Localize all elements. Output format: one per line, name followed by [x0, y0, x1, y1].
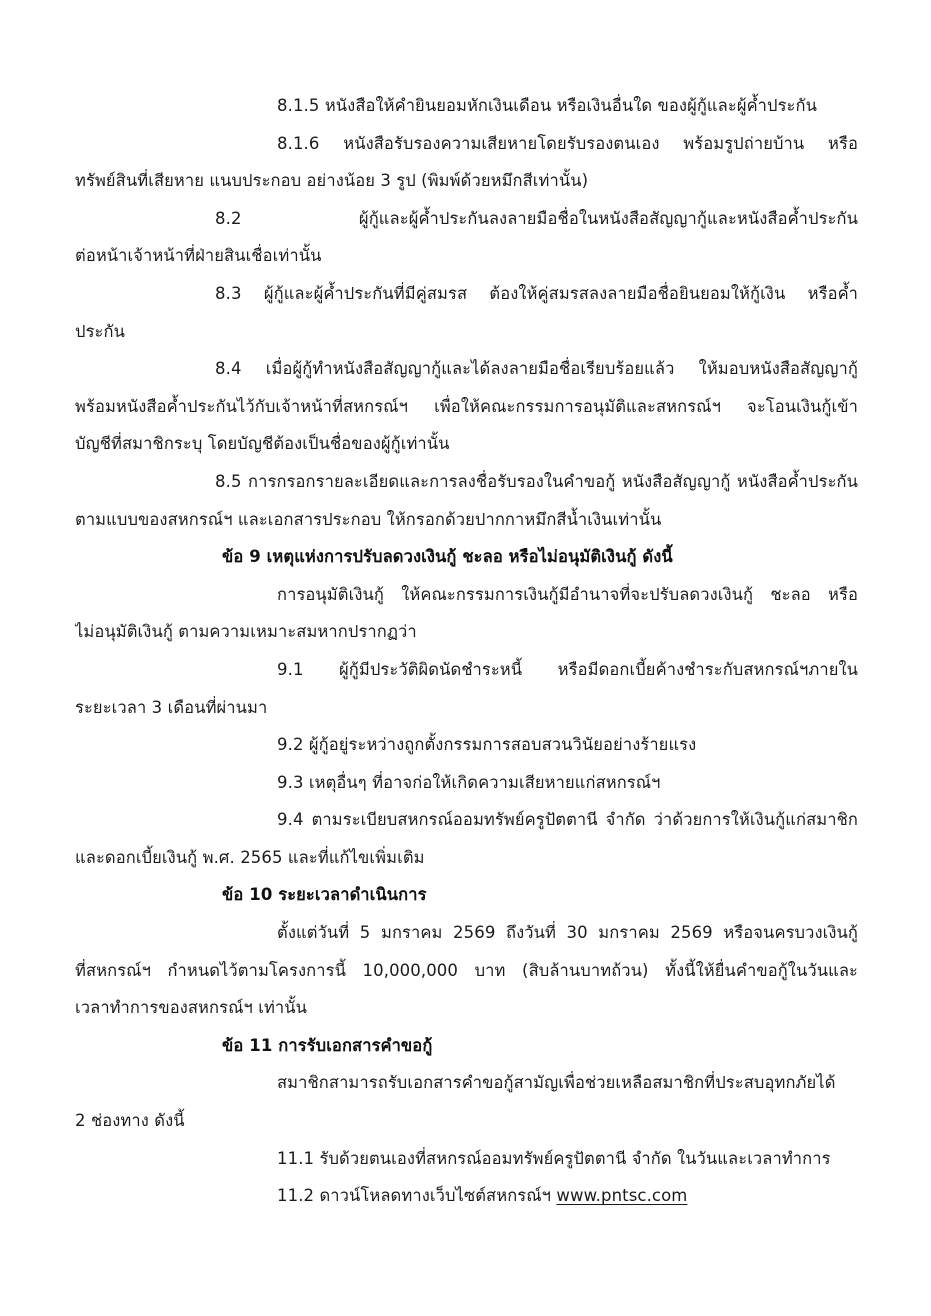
heading-text: ข้อ 10 ระยะเวลาดำเนินการ [222, 885, 427, 905]
line-text: บัญชีที่สมาชิกระบุ โดยบัญชีต้องเป็นชื่อของผู้กู้เท่านั้น [75, 434, 450, 454]
text-line [75, 425, 858, 463]
text-line [75, 1064, 858, 1102]
text-line [75, 87, 858, 125]
website-link[interactable]: www.pntsc.com [556, 1186, 688, 1206]
text-line [75, 1140, 858, 1178]
document-content [75, 87, 858, 1215]
text-line [75, 689, 858, 727]
line-text: 8.3 ผู้กู้และผู้ค้ำประกันที่มีคู่สมรส ต้องให้คู่สมรสลงลายมือชื่อยินยอมให้กู้เงิน หรือค้ำ [215, 283, 858, 303]
line-text: 9.4 ตามระเบียบสหกรณ์ออมทรัพย์ครูปัตตานี จำกัด ว่าด้วยการให้เงินกู้แก่สมาชิก [277, 810, 858, 830]
line-text: 9.3 เหตุอื่นๆ ที่อาจก่อให้เกิดความเสียหายแก่สหกรณ์ฯ [277, 772, 661, 792]
line-text: ตั้งแต่วันที่ 5 มกราคม 2569 ถึงวันที่ 30 มกราคม 2569 หรือจนครบวงเงินกู้ [277, 923, 858, 943]
text-line [75, 576, 858, 614]
text-line [75, 275, 858, 313]
text-line [75, 162, 858, 200]
text-line [75, 200, 858, 238]
line-text: เวลาทำการของสหกรณ์ฯ เท่านั้น [75, 998, 308, 1018]
line-text: ระยะเวลา 3 เดือนที่ผ่านมา [75, 697, 268, 717]
text-line [75, 613, 858, 651]
line-text: 11.1 รับด้วยตนเองที่สหกรณ์ออมทรัพย์ครูปัตตานี จำกัด ในวันและเวลาทำการ [277, 1148, 831, 1168]
line-text: 8.4 เมื่อผู้กู้ทำหนังสือสัญญากู้และได้ลงลายมือชื่อเรียบร้อยแล้ว ให้มอบหนังสือสัญญากู้ [215, 359, 858, 379]
line-text: 11.2 ดาวน์โหลดทางเว็บไซต์สหกรณ์ฯ [277, 1186, 557, 1206]
line-text: ที่สหกรณ์ฯ กำหนดไว้ตามโครงการนี้ 10,000,000 บาท (สิบล้านบาทถ้วน) ทั้งนี้ให้ยื่นคำขอกู้ในวันและ [75, 960, 858, 980]
line-text: 2 ช่องทาง ดังนี้ [75, 1111, 185, 1131]
text-line [75, 1177, 858, 1215]
text-line [75, 651, 858, 689]
line-text: 8.1.6 หนังสือรับรองความเสียหายโดยรับรองตนเอง พร้อมรูปถ่ายบ้าน หรือ [277, 133, 858, 153]
line-text: ตามแบบของสหกรณ์ฯ และเอกสารประกอบ ให้กรอกด้วยปากกาหมึกสีน้ำเงินเท่านั้น [75, 509, 662, 529]
line-text: ต่อหน้าเจ้าหน้าที่ฝ่ายสินเชื่อเท่านั้น [75, 246, 322, 266]
text-line [75, 313, 858, 351]
text-line [75, 989, 858, 1027]
text-line [75, 952, 858, 990]
line-text: และดอกเบี้ยเงินกู้ พ.ศ. 2565 และที่แก้ไขเพิ่มเติม [75, 847, 425, 867]
text-line [75, 914, 858, 952]
line-text: 8.2 ผู้กู้และผู้ค้ำประกันลงลายมือชื่อในหนังสือสัญญากู้และหนังสือค้ำประกัน [215, 208, 858, 228]
line-text: 9.2 ผู้กู้อยู่ระหว่างถูกตั้งกรรมการสอบสวนวินัยอย่างร้ายแรง [277, 735, 697, 755]
text-line [75, 237, 858, 275]
section-heading [75, 876, 858, 914]
section-heading [75, 538, 858, 576]
line-text: 8.1.5 หนังสือให้คำยินยอมหักเงินเดือน หรือเงินอื่นใด ของผู้กู้และผู้ค้ำประกัน [277, 96, 817, 115]
text-line [75, 350, 858, 388]
text-line [75, 125, 858, 163]
heading-text: ข้อ 9 เหตุแห่งการปรับลดวงเงินกู้ ชะลอ หรือไม่อนุมัติเงินกู้ ดังนี้ [222, 547, 673, 567]
text-line [75, 801, 858, 839]
text-line [75, 1102, 858, 1140]
line-text: ประกัน [75, 321, 125, 341]
line-text: 9.1 ผู้กู้มีประวัติผิดนัดชำระหนี้ หรือมีดอกเบี้ยค้างชำระกับสหกรณ์ฯภายใน [277, 659, 858, 679]
text-line [75, 726, 858, 764]
line-text: พร้อมหนังสือค้ำประกันไว้กับเจ้าหน้าที่สหกรณ์ฯ เพื่อให้คณะกรรมการอนุมัติและสหกรณ์ฯ จะโอนเงินกู้เข้า [75, 396, 858, 416]
line-text: การอนุมัติเงินกู้ ให้คณะกรรมการเงินกู้มีอำนาจที่จะปรับลดวงเงินกู้ ชะลอ หรือ [277, 584, 858, 604]
text-line [75, 764, 858, 802]
line-text: ไม่อนุมัติเงินกู้ ตามความเหมาะสมหากปรากฏว่า [75, 622, 417, 642]
heading-text: ข้อ 11 การรับเอกสารคำขอกู้ [222, 1035, 433, 1055]
line-text: สมาชิกสามารถรับเอกสารคำขอกู้สามัญเพื่อช่วยเหลือสมาชิกที่ประสบอุทกภัยได้ [277, 1073, 836, 1093]
text-line [75, 839, 858, 877]
text-line [75, 388, 858, 426]
text-line [75, 501, 858, 539]
text-line [75, 463, 858, 501]
section-heading [75, 1027, 858, 1065]
line-text: 8.5 การกรอกรายละเอียดและการลงชื่อรับรองในคำขอกู้ หนังสือสัญญากู้ หนังสือค้ำประกัน [215, 471, 858, 491]
line-text: ทรัพย์สินที่เสียหาย แนบประกอบ อย่างน้อย 3 รูป (พิมพ์ด้วยหมึกสีเท่านั้น) [75, 171, 589, 191]
